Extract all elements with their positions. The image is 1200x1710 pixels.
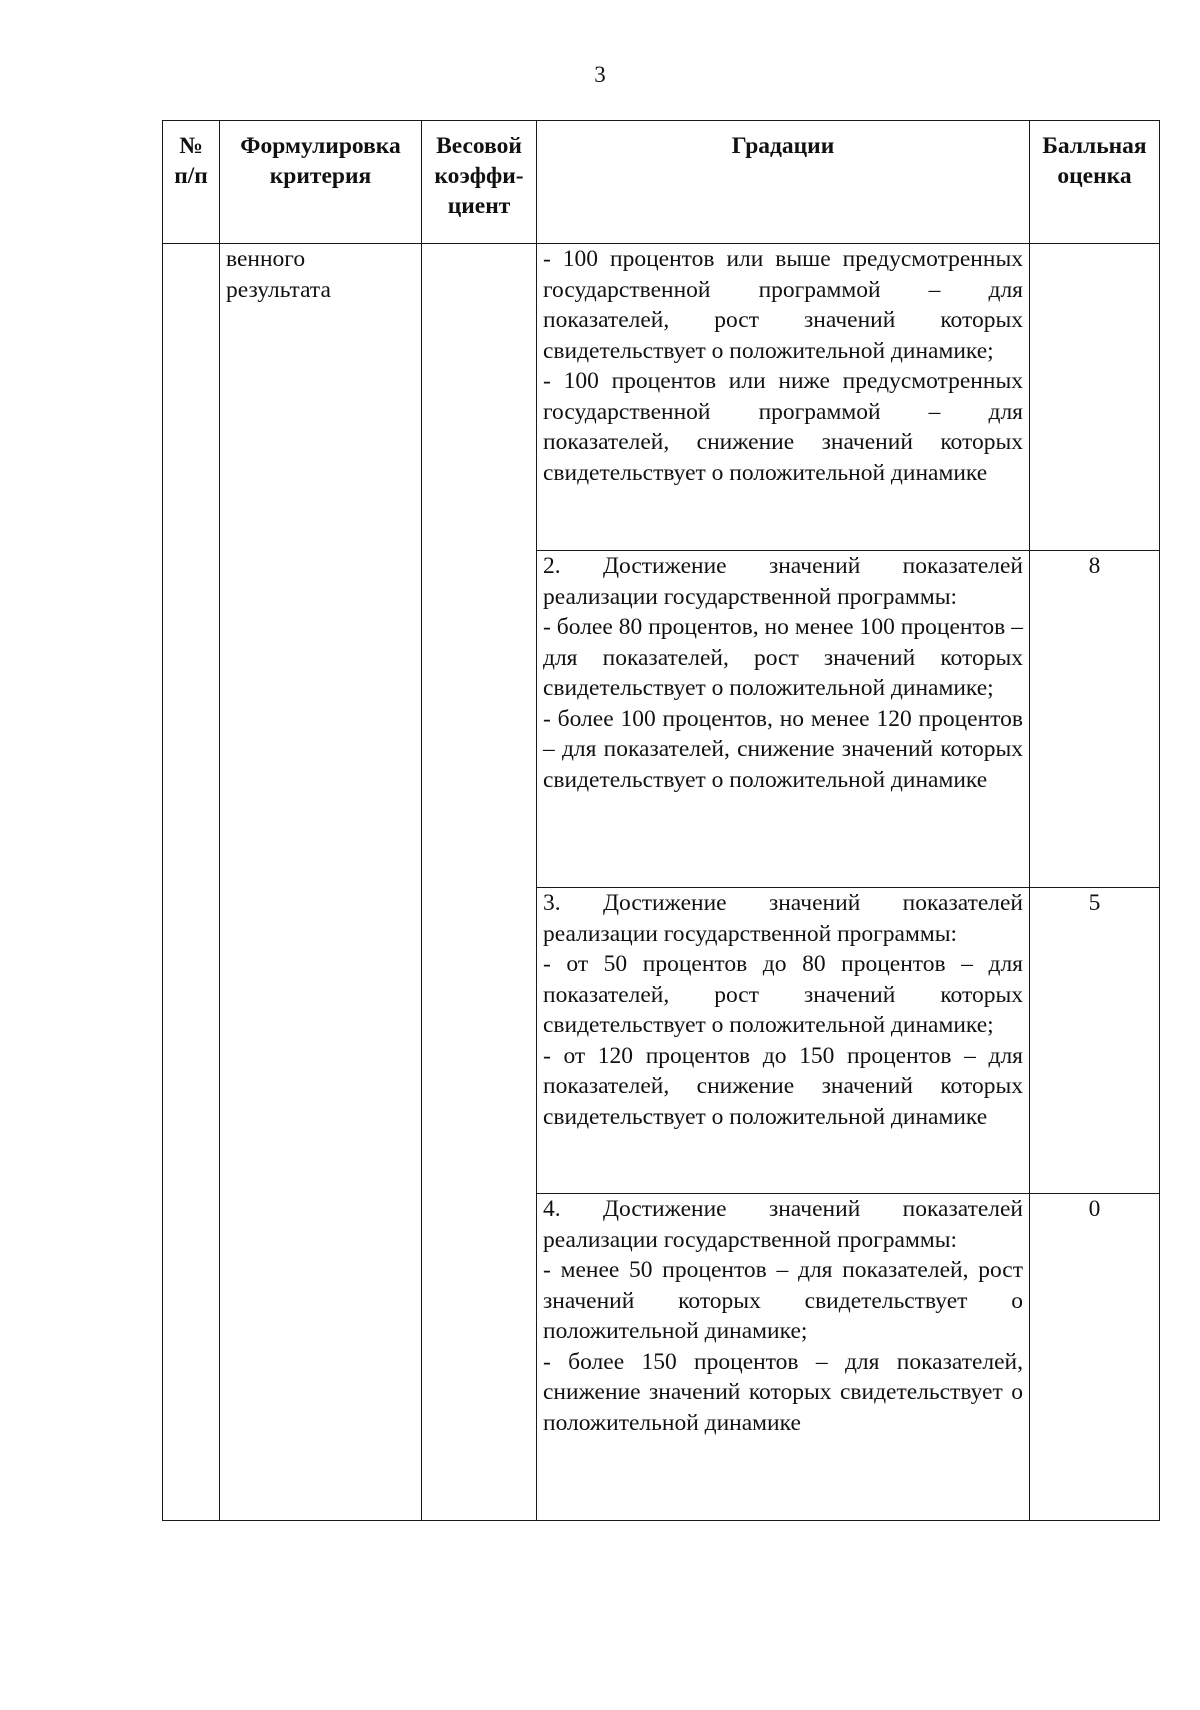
- gradation-cell: [537, 1194, 1030, 1521]
- weight-cell: [422, 244, 537, 1521]
- header-num: № п/п: [163, 121, 220, 244]
- header-criterion: Формулировка критерия: [220, 121, 422, 244]
- table-row: [163, 244, 1160, 551]
- gradation-line: - более 100 процентов, но менее 120 процентов – для показателей, снижение значений которых свидетельствует о положительной динамике: [543, 705, 1023, 793]
- criterion-cell: венного результата: [220, 244, 422, 1521]
- gradation-line: 3. Достижение значений показателей реализации государственной программы:: [543, 890, 1023, 947]
- gradation-line: 2. Достижение значений показателей реализации государственной программы:: [543, 553, 1023, 610]
- gradation-line: - от 50 процентов до 80 процентов – для показателей, рост значений которых свидетельствует о положительной динамике;: [543, 951, 1023, 1038]
- score-cell: 0: [1030, 1194, 1160, 1521]
- gradation-cell: [537, 551, 1030, 888]
- criteria-table: [162, 120, 1160, 1521]
- gradation-line: - менее 50 процентов – для показателей, рост значений которых свидетельствует о положительной динамике;: [543, 1257, 1023, 1344]
- score-cell: 8: [1030, 551, 1160, 888]
- header-weight: Весовой коэффи-циент: [422, 121, 537, 244]
- gradation-cell: [537, 244, 1030, 551]
- gradation-line: - 100 процентов или ниже предусмотренных государственной программой – для показателей, снижение значений которых свидетельствует о положительной динамике: [543, 368, 1023, 486]
- table-header-row: [163, 121, 1160, 244]
- num-cell: [163, 244, 220, 1521]
- gradation-line: - более 80 процентов, но менее 100 процентов – для показателей, рост значений которых свидетельствует о положительной динамике;: [543, 614, 1023, 701]
- gradation-line: - 100 процентов или выше предусмотренных государственной программой – для показателей, рост значений которых свидетельствует о положительной динамике;: [543, 246, 1023, 364]
- header-score: Балльная оценка: [1030, 121, 1160, 244]
- score-cell: [1030, 244, 1160, 551]
- gradation-cell: [537, 888, 1030, 1194]
- score-cell: 5: [1030, 888, 1160, 1194]
- page-number: 3: [594, 62, 606, 87]
- gradation-line: 4. Достижение значений показателей реализации государственной программы:: [543, 1196, 1023, 1253]
- header-gradations: Градации: [537, 121, 1030, 244]
- gradation-line: - более 150 процентов – для показателей, снижение значений которых свидетельствует о положительной динамике: [543, 1348, 1023, 1436]
- gradation-line: - от 120 процентов до 150 процентов – для показателей, снижение значений которых свидетельствует о положительной динамике: [543, 1042, 1023, 1130]
